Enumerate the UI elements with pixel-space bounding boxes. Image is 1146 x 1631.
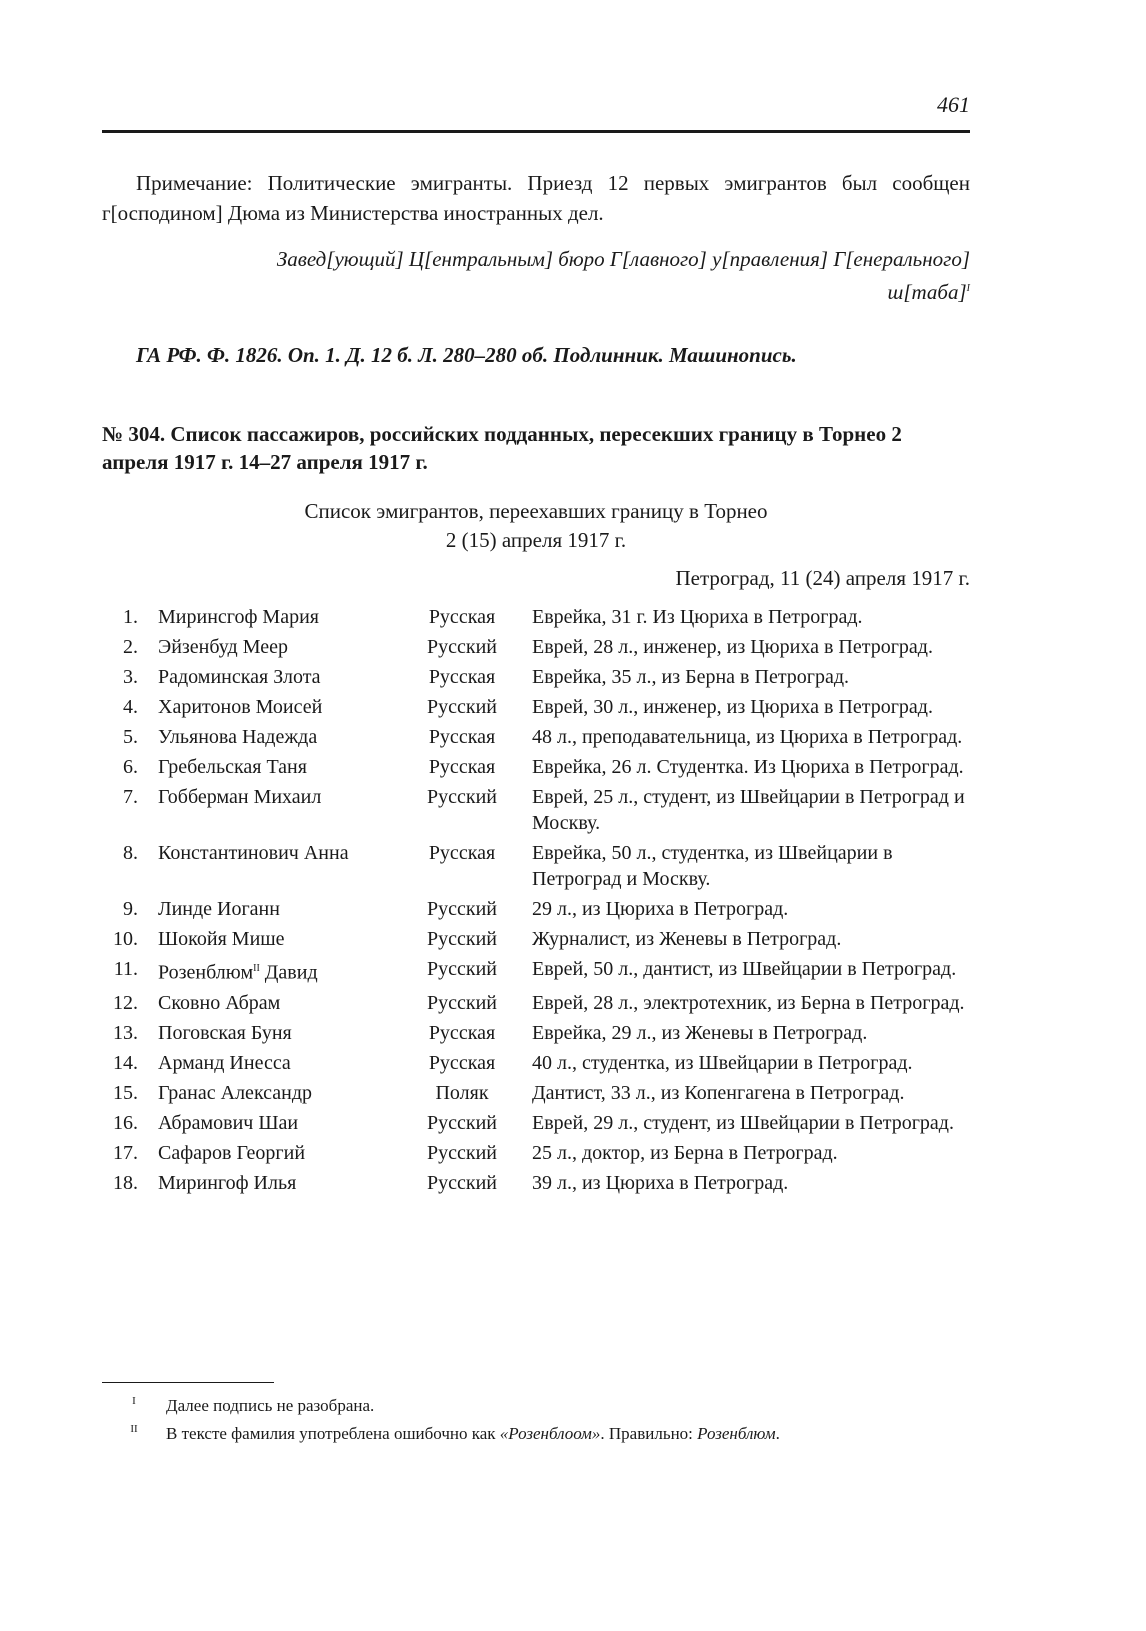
document-subtitle [102,497,970,555]
passenger-number: 11. [113,958,138,980]
footnote-text-italic: Розенблюм [697,1424,776,1443]
footnote-mark: II [130,1423,138,1435]
passenger-description: Еврейка, 29 л., из Женевы в Петроград. [532,1021,868,1044]
passenger-description: 25 л., доктор, из Берна в Петроград. [532,1141,838,1164]
footnotes [102,1392,970,1448]
passenger-name: Мирингоф Илья [158,1171,297,1194]
header-rule [102,130,970,133]
passenger-number: 5. [123,726,138,748]
passenger-nationality: Русский [427,1171,497,1194]
passenger-nationality: Русский [427,991,497,1014]
passenger-name: Сафаров Георгий [158,1141,306,1164]
archive-reference: ГА РФ. Ф. 1826. Оп. 1. Д. 12 б. Л. 280–280 об. Подлинник. Машинопись. [136,343,797,367]
passenger-number: 2. [123,636,138,658]
passenger-name: Миринсгоф Мария [158,606,319,628]
passenger-name: Ульянова Надежда [158,726,318,748]
passenger-description: Еврей, 29 л., студент, из Швейцарии в Петроград. [532,1111,954,1134]
passenger-description: Еврей, 25 л., студент, из Швейцарии в Петроград и Москву. [532,786,965,834]
footnote-text-part: В тексте фамилия употреблена ошибочно как [166,1424,500,1443]
passenger-description: 29 л., из Цюриха в Петроград. [532,898,789,920]
passenger-number: 14. [113,1051,138,1074]
passenger-number: 18. [113,1171,138,1194]
passenger-nationality: Русская [428,606,496,628]
passenger-row [102,1020,970,1046]
passenger-nationality: Русский [427,898,497,920]
passenger-description: 39 л., из Цюриха в Петроград. [532,1171,789,1194]
passenger-row [102,604,970,630]
signature-block [102,244,970,307]
footnote-text-part: . [775,1424,780,1443]
passenger-name: Поговская Буня [158,1021,292,1044]
passenger-number: 6. [123,756,138,778]
passenger-row [102,664,970,690]
passenger-description: Еврей, 50 л., дантист, из Швейцарии в Петроград. [532,958,957,980]
passenger-name: Линде Иоганн [158,898,280,920]
passenger-number: 4. [123,696,138,718]
footnote-text: Далее подпись не разобрана. [166,1396,375,1415]
passenger-given-name: Давид [264,961,318,984]
passenger-list [102,604,970,1200]
passenger-nationality: Русская [428,1021,496,1044]
passenger-nationality: Русский [427,696,497,718]
passenger-row [102,1080,970,1106]
subtitle-line-1: Список эмигрантов, переехавших границу в Торнео [304,499,768,523]
footnote-2 [102,1420,970,1448]
passenger-number: 1. [123,606,138,628]
passenger-description: Еврейка, 35 л., из Берна в Петроград. [532,666,850,688]
passenger-name: Константинович Анна [158,842,349,864]
passenger-row [102,1050,970,1076]
passenger-row [102,694,970,720]
passenger-name: Гранас Александр [158,1081,313,1104]
passenger-description: Еврей, 28 л., инженер, из Цюриха в Петроград. [532,636,933,658]
place-date: Петроград, 11 (24) апреля 1917 г. [675,566,970,590]
passenger-row [102,1140,970,1166]
passenger-nationality: Русская [428,1051,496,1074]
signature-line-2 [102,274,970,307]
passenger-number: 13. [113,1021,138,1044]
passenger-number: 17. [113,1141,138,1164]
passenger-name: Харитонов Моисей [158,696,323,718]
passenger-description: Дантист, 33 л., из Копенгагена в Петроград. [532,1081,905,1104]
passenger-description: Еврей, 28 л., электротехник, из Берна в Петроград. [532,991,965,1014]
passenger-number: 9. [123,898,138,920]
passenger-nationality: Поляк [435,1081,489,1104]
passenger-row [102,896,970,922]
passenger-row [102,990,970,1016]
passenger-description: Еврейка, 31 г. Из Цюриха в Петроград. [532,606,863,628]
passenger-nationality: Русский [427,1111,497,1134]
passenger-row [102,840,970,892]
passenger-nationality: Русский [427,636,497,658]
passenger-row [102,926,970,952]
passenger-row [102,956,970,986]
footnote-ref-1: I [966,283,970,294]
footnote-ref-2: II [253,963,260,974]
passenger-description: 40 л., студентка, из Швейцарии в Петроград. [532,1051,913,1074]
passenger-row [102,724,970,750]
footnote-text-part: . Правильно: [600,1424,698,1443]
passenger-nationality: Русская [428,842,496,864]
signature-line-1: Завед[ующий] Ц[ентральным] бюро Г[лавного] у[правления] Г[енерального] [276,247,970,271]
footnote-rule [102,1382,274,1383]
passenger-number: 10. [113,928,138,950]
passenger-nationality: Русский [427,958,497,980]
passenger-description: Еврей, 30 л., инженер, из Цюриха в Петроград. [532,696,933,718]
subtitle-line-2: 2 (15) апреля 1917 г. [445,528,627,552]
passenger-name: Эйзенбуд Меер [158,636,288,658]
passenger-description: 48 л., преподавательница, из Цюриха в Петроград. [532,726,963,748]
passenger-row [102,754,970,780]
footnote-text-italic: «Розенблоом» [499,1424,601,1443]
passenger-row [102,634,970,660]
passenger-number: 15. [113,1081,138,1104]
passenger-nationality: Русская [428,666,496,688]
document-heading: № 304. Список пассажиров, российских подданных, пересекших границу в Торнео 2 апреля 1917 г. 14–27 апреля 1917 г. [102,422,902,474]
passenger-name: Абрамович Шаи [158,1111,299,1134]
signature-line-2-text: ш[таба] [887,280,967,304]
passenger-description: Еврейка, 50 л., студентка, из Швейцарии в Петроград и Москву. [532,842,893,890]
passenger-name: Гобберман Михаил [158,786,322,808]
footnote-1 [102,1392,970,1420]
passenger-name: Арманд Инесса [158,1051,291,1074]
page-number: 461 [937,92,970,117]
passenger-nationality: Русский [427,1141,497,1164]
passenger-number: 7. [123,786,138,808]
passenger-number: 3. [123,666,138,688]
passenger-description: Журналист, из Женевы в Петроград. [532,928,842,950]
passenger-number: 12. [113,991,138,1014]
passenger-nationality: Русский [427,928,497,950]
footnote-text [166,1420,970,1448]
passenger-surname: Розенблюм [158,961,254,984]
passenger-row [102,1110,970,1136]
passenger-row [102,1170,970,1196]
passenger-nationality: Русская [428,726,496,748]
passenger-nationality: Русская [428,756,496,778]
passenger-number: 16. [113,1111,138,1134]
passenger-nationality: Русский [427,786,497,808]
passenger-name: Радоминская Злота [158,666,321,688]
passenger-description: Еврейка, 26 л. Студентка. Из Цюриха в Петроград. [532,756,964,778]
passenger-number: 8. [123,842,138,864]
passenger-name: Сковно Абрам [158,991,281,1014]
note-paragraph: Примечание: Политические эмигранты. Приезд 12 первых эмигрантов был сообщен г[осподином] Дюма из Министерства иностранных дел. [102,171,970,225]
passenger-name: Гребельская Таня [158,756,307,778]
passenger-row [102,784,970,836]
passenger-name: Шокойя Мише [158,928,285,950]
passenger-name [138,956,410,986]
footnote-mark: I [132,1395,136,1407]
